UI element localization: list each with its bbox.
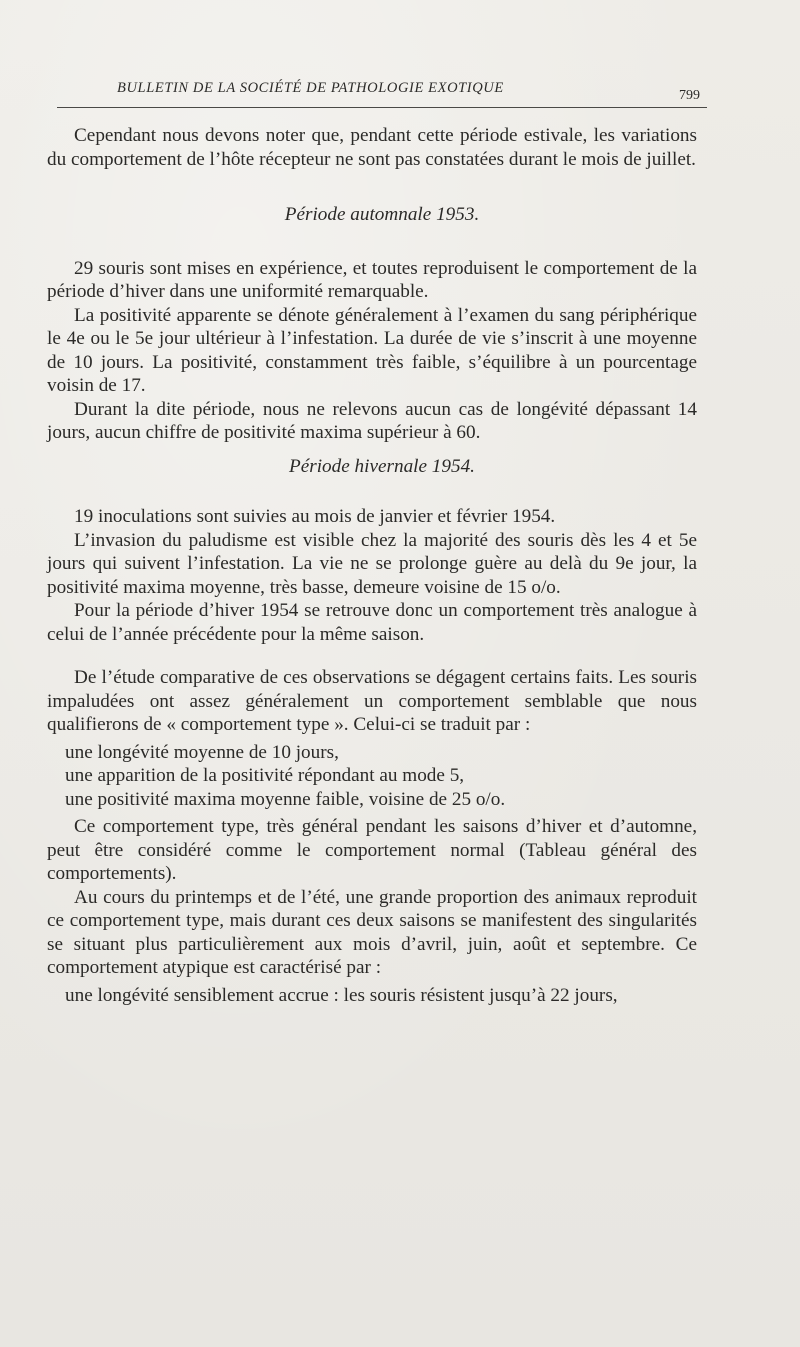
page-number: 799: [679, 88, 700, 103]
header-rule: [57, 107, 707, 108]
running-title: BULLETIN DE LA SOCIÉTÉ DE PATHOLOGIE EXOTIQUE: [117, 80, 504, 96]
paragraph-winter-summary: Pour la période d’hiver 1954 se retrouve donc un comportement très analogue à celui de l’année précédente pour la même saison.: [47, 600, 697, 645]
body-text: [47, 124, 697, 1007]
paragraph-autumn-mice: 29 souris sont mises en expérience, et toutes reproduisent le comportement de la période d’hiver dans une uniformité remarquable.: [47, 257, 697, 302]
paragraph-atypical-behaviour: Au cours du printemps et de l’été, une grande proportion des animaux reproduit ce comportement type, mais durant ces deux saisons se manifestent des singularités se situant plus particulièrement aux mois d’avril, juin, août et septembre. Ce comportement atypique est caractérisé par :: [47, 886, 697, 978]
heading-winter-1954: Période hivernale 1954.: [289, 455, 475, 477]
list-item: une longévité sensiblement accrue : les souris résistent jusqu’à 22 jours,: [65, 984, 618, 1006]
list-item: une positivité maxima moyenne faible, voisine de 25 o/o.: [65, 788, 506, 810]
heading-autumn-1953: Période automnale 1953.: [284, 204, 480, 225]
list-item: une apparition de la positivité répondant au mode 5,: [65, 765, 465, 786]
paragraph-winter-invasion: L’invasion du paludisme est visible chez la majorité des souris dès les 4 et 5e jours qui suivent l’infestation. La vie ne se prolonge guère au delà du 9e jour, la positivité maxima moyenne, très basse, demeure voisine de 15 o/o.: [47, 529, 697, 598]
paragraph-normal-behaviour: Ce comportement type, très général pendant les saisons d’hiver et d’automne, peut être considéré comme le comportement normal (Tableau général des comportements).: [47, 816, 697, 884]
paragraph-comparative-study: De l’étude comparative de ces observations se dégagent certains faits. Les souris impaludées ont assez généralement un comportement semblable que nous qualifierons de « comportement type ». Celui-ci se traduit par :: [47, 667, 697, 735]
page-header: [57, 80, 707, 110]
list-item: une longévité moyenne de 10 jours,: [65, 741, 339, 763]
paragraph-winter-inoculations: 19 inoculations sont suivies au mois de janvier et février 1954.: [74, 506, 556, 527]
section-gap: [47, 646, 697, 666]
paragraph-summer-note: Cependant nous devons noter que, pendant cette période estivale, les variations du comportement de l’hôte récepteur ne sont pas constatées durant le mois de juillet.: [47, 125, 697, 170]
paragraph-autumn-positivity: La positivité apparente se dénote généralement à l’examen du sang périphérique le 4e ou le 5e jour ultérieur à l’infestation. La durée de vie s’inscrit à une moyenne de 10 jours. La positivité, constamment très faible, s’équilibre à un pourcentage voisin de 17.: [47, 304, 697, 396]
paragraph-autumn-longevity: Durant la dite période, nous ne relevons aucun cas de longévité dépassant 14 jours, aucun chiffre de positivité maxima supérieur à 60.: [47, 398, 697, 443]
